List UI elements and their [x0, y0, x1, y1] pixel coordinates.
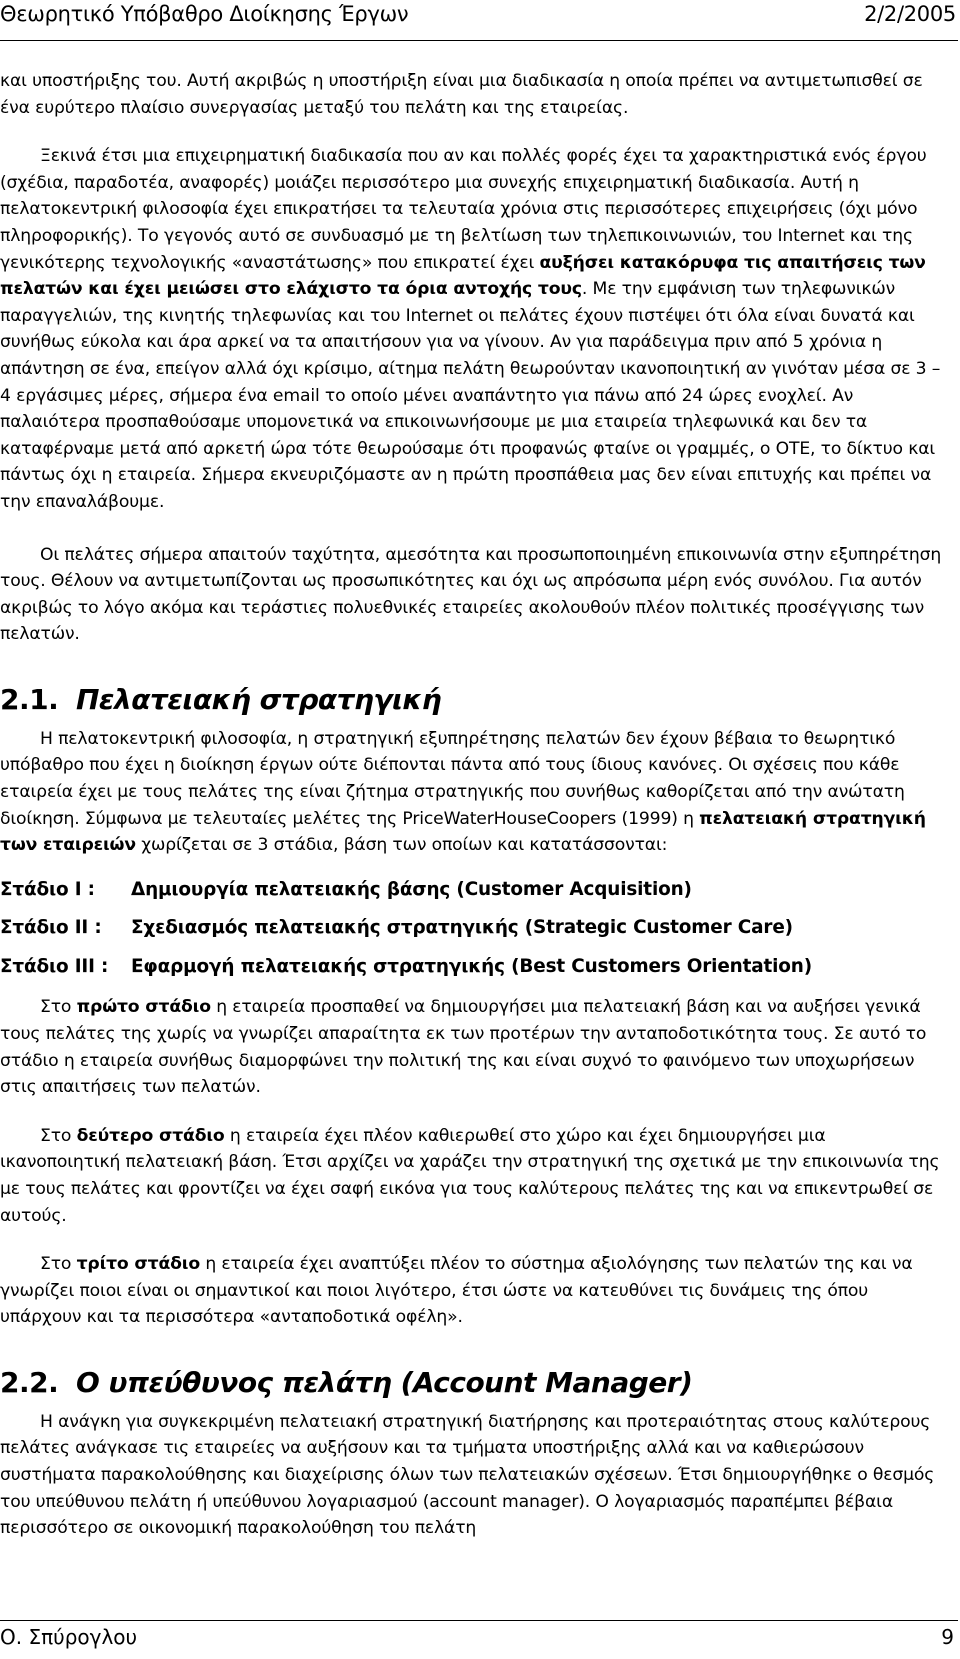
paragraph-account-manager	[0, 1409, 948, 1542]
paragraph-text: Ξεκινά έτσι μια επιχειρηματική διαδικασία που αν και πολλές φορές έχει τα χαρακτηριστικά ενός έργου (σχέδια, παραδοτέα, αναφορές) μοιάζει περισσότερο μια συνεχής επιχειρηματική διαδικασία. Αυτή η πελατοκεντρική φιλοσοφία έχει επικρατήσει τα τελευταία χρόνια στις περισσότερες επιχειρήσεις (όχι μόνο πληροφορικής). Το γεγονός αυτό σε συνδυασμό με τη βελτίωση των τηλεπικοινωνιών, του Internet και της γενικότερης τεχνολογικής «αναστάτωσης» που επικρατεί έχει	[0, 146, 927, 273]
footer-page-number: 9	[941, 1625, 954, 1649]
paragraph-text: Η πελατοκεντρική φιλοσοφία, η στρατηγική εξυπηρέτησης πελατών δεν έχουν βέβαια το θεωρητικό υπόβαθρο που έχει η διοίκηση έργων ούτε διέπονται πάντα από τους ίδιους κανόνες. Οι σχέσεις που κάθε εταιρεία έχει με τους πελάτες της είναι ζήτημα στρατηγικής που συνήθως καθορίζεται από την ανώτατη διοίκηση. Σύμφωνα με τελευταίες μελέτες της PriceWaterHouseCoopers (1999) η	[0, 728, 905, 829]
section-number: 2.1.	[0, 682, 59, 716]
page-footer	[0, 1620, 958, 1649]
paragraph-text: Οι πελάτες σήμερα απαιτούν ταχύτητα, αμεσότητα και προσωποποιημένη επικοινωνία στην εξυπηρέτηση τους. Θέλουν να αντιμετωπίζονται ως προσωπικότητες και όχι ως απρόσωπα μέρη ενός συνόλου. Για αυτόν ακριβώς το λόγο ακόμα και τεράστιες πολυεθνικές εταιρείες ακολουθούν πλέον πολιτικές προσέγγισης των πελατών.	[0, 544, 942, 645]
stage-item	[0, 909, 948, 948]
paragraph-second-stage	[0, 1123, 948, 1229]
section-title: Πελατειακή στρατηγική	[76, 682, 442, 716]
bold-phrase: πελατειακή στρατηγική των εταιρειών	[0, 808, 926, 856]
paragraph-text: Στο	[40, 997, 77, 1018]
paragraph-text: Η ανάγκη για συγκεκριμένη πελατειακή στρατηγική διατήρησης και προτεραιότητας στους καλύτερους πελάτες ανάγκασε τις εταιρείες να αυξήσουν και τα τμήματα υποστήριξης αλλά και να καθιερώσουν συστήματα παρακολούθησης και διαχείρισης όλων των πελατειακών σχέσεων. Έτσι δημιουργήθηκε ο θεσμός του υπεύθυνου πελάτη ή υπεύθυνου λογαριασμού (account manager). Ο λογαριασμός παραπέμπει βέβαια περισσότερο σε οικονομική παρακολούθηση του πελάτη	[0, 1411, 935, 1539]
bold-phrase: δεύτερο στάδιο	[76, 1125, 225, 1146]
bold-phrase: τρίτο στάδιο	[76, 1254, 200, 1275]
paragraph-text: και υποστήριξης του. Αυτή ακριβώς η υποστήριξη είναι μια διαδικασία η οποία πρέπει να αντιμετωπισθεί σε ένα ευρύτερο πλαίσιο συνεργασίας μεταξύ του πελάτη και της εταιρείας.	[0, 71, 923, 118]
paragraph-text: η εταιρεία προσπαθεί να δημιουργήσει μια πελατειακή βάση και να αυξήσει γενικά τους πελάτες της χωρίς να γνωρίζει απαραίτητα εκ των προτέρων την ανταποδοτικότητα τους. Σε αυτό το στάδιο η εταιρεία συνήθως διαμορφώνει την πολιτική της και είναι συχνό το φαινόμενο των υποχωρήσεων στις απαιτήσεις των πελατών.	[0, 997, 927, 1098]
stages-list	[0, 871, 948, 987]
stage-item	[0, 871, 948, 910]
document-body	[0, 68, 948, 1542]
paragraph-text: Στο	[40, 1125, 77, 1146]
header-date: 2/2/2005	[864, 2, 956, 26]
paragraph-text: χωρίζεται σε 3 στάδια, βάση των οποίων και κατατάσσονται:	[135, 835, 668, 856]
stage-text: Δημιουργία πελατειακής βάσης (Customer Acquisition)	[131, 878, 692, 900]
paragraph-text: η εταιρεία έχει πλέον καθιερωθεί στο χώρο και έχει δημιουργήσει μια ικανοποιητική πελατειακή βάση. Έτσι αρχίζει να χαράζει την στρατηγική της σχετικά με την επικοινωνία της με τους πελάτες και φροντίζει να έχει σαφή εικόνα για τους καλύτερους πελάτες της και να επικεντρωθεί σε αυτούς.	[0, 1125, 940, 1226]
section-heading-2-1	[0, 682, 948, 718]
bold-phrase: αυξήσει κατακόρυφα τις απαιτήσεις των πελατών και έχει μειώσει στο ελάχιστο τα όρια αντοχής τους	[0, 252, 926, 300]
paragraph-customer-strategy	[0, 726, 948, 859]
paragraph-third-stage	[0, 1251, 948, 1331]
paragraph-text: η εταιρεία έχει αναπτύξει πλέον το σύστημα αξιολόγησης των πελατών της και να γνωρίζει ποιοι είναι οι σημαντικοί και ποιοι λιγότερο, έτσι ώστε να κατευθύνει τις δυνάμεις της όπου υπάρχουν και τα περισσότερα «ανταποδοτικά οφέλη».	[0, 1254, 913, 1328]
paragraph-text: Στο	[40, 1254, 77, 1275]
stage-label: Στάδιο Ι :	[0, 878, 95, 900]
paragraph-continuation	[0, 68, 948, 121]
section-heading-2-2	[0, 1365, 948, 1401]
paragraph-first-stage	[0, 994, 948, 1100]
stage-label: Στάδιο ΙΙ :	[0, 917, 102, 939]
header-title: Θεωρητικό Υπόβαθρο Διοίκησης Έργων	[0, 2, 409, 26]
page-header	[0, 0, 958, 41]
stage-label: Στάδιο ΙΙΙ :	[0, 955, 109, 977]
bold-phrase: πρώτο στάδιο	[76, 997, 211, 1018]
paragraph-customers-demands	[0, 542, 948, 648]
stage-text: Εφαρμογή πελατειακής στρατηγικής (Best Customers Orientation)	[131, 955, 812, 977]
section-number: 2.2.	[0, 1365, 59, 1399]
paragraph-business-process	[0, 143, 948, 515]
stage-text: Σχεδιασμός πελατειακής στρατηγικής (Strategic Customer Care)	[131, 917, 793, 939]
paragraph-text: . Με την εμφάνιση των τηλεφωνικών παραγγελιών, της κινητής τηλεφωνίας και του Internet οι πελάτες έχουν πιστέψει ότι όλα είναι δυνατά και συνήθως εύκολα και άρα αρκεί να τα απαιτήσουν για να γίνουν. Αν για παράδειγμα πριν από 5 χρόνια η απάντηση σε ένα, επείγον αλλά όχι κρίσιμο, αίτημα πελάτη θεωρούνταν ικανοποιητική αν γινόταν μέσα σε 3 – 4 εργάσιμες μέρες, σήμερα ένα email το οποίο μένει αναπάντητο για πάνω από 24 ώρες ενοχλεί. Αν παλαιότερα προσπαθούσαμε υπομονετικά να επικοινωνήσουμε με μια εταιρεία τηλεφωνικά και δεν τα καταφέρναμε μετά από αρκετή ώρα τότε θεωρούσαμε ότι προφανώς φταίνε οι γραμμές, ο ΟΤΕ, το δίκτυο και πάντως όχι η εταιρεία. Σήμερα εκνευριζόμαστε αν η πρώτη προσπάθεια μας δεν είναι επιτυχής και πρέπει να την επαναλάβουμε.	[0, 279, 941, 512]
footer-author: Ο. Σπύρογλου	[0, 1625, 138, 1649]
section-title: Ο υπεύθυνος πελάτη (Account Manager)	[76, 1365, 693, 1399]
stage-item	[0, 948, 948, 987]
